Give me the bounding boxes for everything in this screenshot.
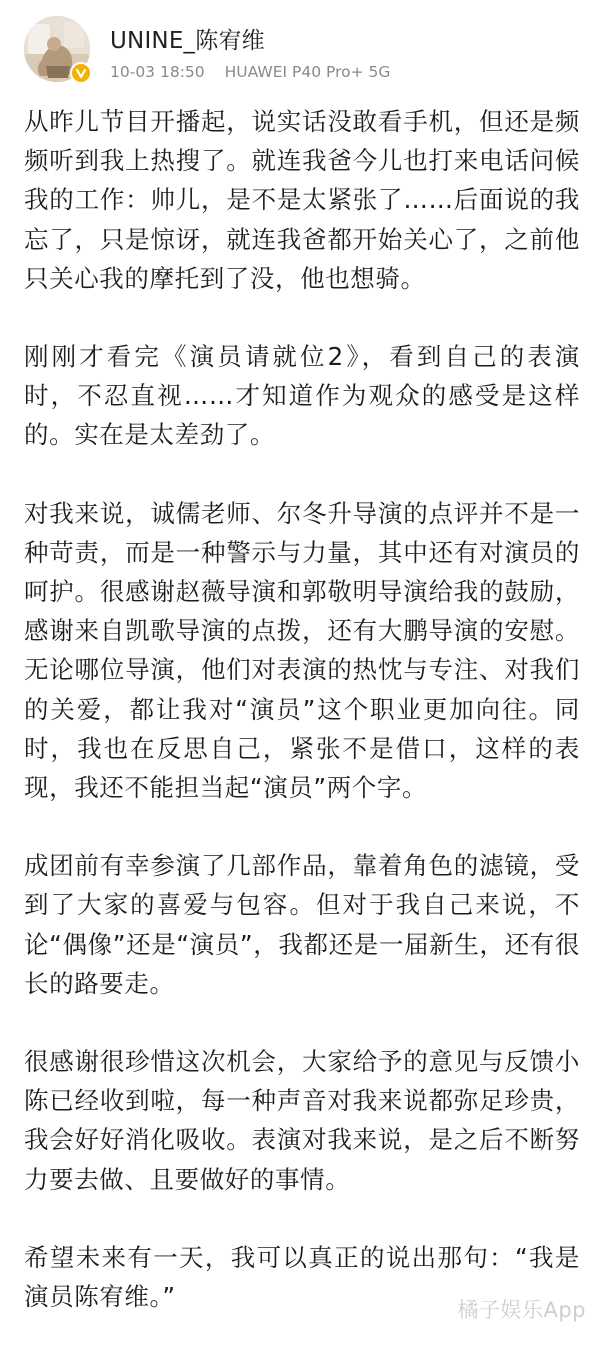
post-paragraph-5: 很感谢很珍惜这次机会，大家给予的意见与反馈小陈已经收到啦，每一种声音对我来说都弥足珍贵，我会好好消化吸收。表演对我来说，是之后不断努力要去做、且要做好的事情。: [24, 1047, 580, 1194]
post-paragraph-1: 从昨儿节目开播起，说实话没敢看手机，但还是频频听到我上热搜了。就连我爸今儿也打来电话问候我的工作：帅儿，是不是太紧张了……后面说的我忘了，只是惊讶，就连我爸都开始关心了，之前他只关心我的摩托到了没，他也想骑。: [24, 107, 580, 293]
post-paragraph-6: 希望未来有一天，我可以真正的说出那句：“我是演员陈宥维。”: [24, 1242, 580, 1312]
post-paragraph-4: 成团前有幸参演了几部作品，靠着角色的滤镜，受到了大家的喜爱与包容。但对于我自己来说，不论“偶像”还是“演员”，我都还是一届新生，还有很长的路要走。: [24, 851, 580, 998]
watermark: 橘子娱乐App: [457, 1298, 586, 1322]
post-header: [0, 0, 600, 96]
verified-badge-icon: [70, 62, 92, 84]
post-paragraph-3: 对我来说，诚儒老师、尔冬升导演的点评并不是一种苛责，而是一种警示与力量，其中还有对演员的呵护。很感谢赵薇导演和郭敬明导演给我的鼓励，感谢来自凯歌导演的点拨，还有大鹏导演的安慰。无论哪位导演，他们对表演的热忱与专注、对我们的关爱，都让我对“演员”这个职业更加向往。同时，我也在反思自己，紧张不是借口，这样的表现，我还不能担当起“演员”两个字。: [24, 498, 580, 803]
post-meta: [110, 63, 390, 81]
username[interactable]: UNINE_陈宥维: [110, 28, 265, 54]
post-device: HUAWEI P40 Pro+ 5G: [224, 63, 391, 81]
post-timestamp: 10-03 18:50: [110, 63, 205, 81]
post-body: [24, 102, 580, 1316]
post-paragraph-2: 刚刚才看完《演员请就位2》，看到自己的表演时，不忍直视……才知道作为观众的感受是这样的。实在是太差劲了。: [24, 342, 580, 450]
